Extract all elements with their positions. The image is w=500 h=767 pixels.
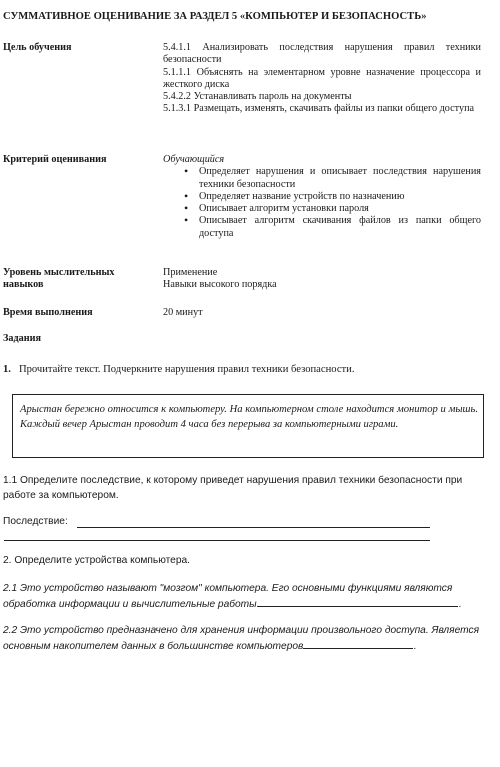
task-1-number: 1.	[3, 364, 11, 375]
criteria-list	[163, 166, 481, 240]
tasks-heading: Задания	[3, 333, 41, 344]
time-value: 20 минут	[163, 307, 203, 318]
objectives-list	[163, 42, 481, 116]
thinking-value: Навыки высокого порядка	[163, 279, 277, 291]
criteria-item: • Определяет нарушения и описывает последствия нарушения техники безопасности	[163, 166, 481, 191]
consequence-answer-line-1[interactable]	[77, 527, 430, 528]
objectives-label: Цель обучения	[3, 42, 72, 53]
story-box	[12, 394, 484, 458]
question-1-1: 1.1 Определите последствие, к которому приведет нарушения правил техники безопасности при работе за компьютером.	[3, 475, 463, 501]
time-label: Время выполнения	[3, 307, 93, 318]
criteria-block	[163, 154, 481, 240]
question-2-2: 2.2 Это устройство предназначено для хранения информации произвольного доступа. Является основным накопителем данных в большинстве компьютеров .	[3, 625, 480, 652]
criteria-item: • Определяет название устройств по назначению	[163, 191, 481, 203]
question-2-2-answer-line[interactable]	[303, 639, 413, 649]
objective-item: 5.4.2.2 Устанавливать пароль на документы	[163, 91, 352, 103]
objective-item: 5.4.1.1 Анализировать последствия нарушения правил техники безопасности	[163, 42, 481, 66]
criteria-intro: Обучающийся	[163, 154, 225, 165]
criteria-item: • Описывает алгоритм установки пароля	[163, 203, 481, 215]
page-title: СУММАТИВНОЕ ОЦЕНИВАНИЕ ЗА РАЗДЕЛ 5 «КОМПЬЮТЕР И БЕЗОПАСНОСТЬ»	[3, 11, 427, 22]
thinking-values	[163, 267, 481, 292]
objective-item: 5.1.1.1 Объяснять на элементарном уровне назначение процессора и жесткого диска	[163, 66, 481, 90]
question-2-1: 2.1 Это устройство называют "мозгом" компьютера. Его основными функциями являются обработка информации и вычислительные работы. .	[3, 583, 462, 610]
consequence-label: Последствие:	[3, 516, 68, 527]
question-2-2-text: 2.2 Это устройство предназначено для хранения информации произвольного доступа. Является основным накопителем данных в большинстве компьютеров	[3, 625, 480, 652]
task-1	[3, 364, 354, 375]
story-text: Арыстан бережно относится к компьютеру. На компьютерном столе находится монитор и мышь. Каждый вечер Арыстан проводит 4 часа без перерыва за компьютерными играми.	[20, 404, 478, 430]
thinking-label: Уровень мыслительных навыков	[3, 267, 115, 290]
question-2-1-answer-line[interactable]	[258, 597, 458, 607]
criteria-label: Критерий оценивания	[3, 154, 107, 165]
consequence-answer-line-2[interactable]	[4, 540, 430, 541]
question-2-1-text: 2.1 Это устройство называют "мозгом" компьютера. Его основными функциями являются обработка информации и вычислительные работы.	[3, 583, 453, 610]
thinking-value: Применение	[163, 267, 218, 278]
objective-item: 5.1.3.1 Размещать, изменять, скачивать файлы из папки общего доступа	[163, 103, 475, 115]
task-1-text: Прочитайте текст. Подчеркните нарушения правил техники безопасности.	[18, 364, 355, 375]
criteria-item: • Описывает алгоритм скачивания файлов из папки общего доступа	[163, 215, 481, 240]
question-2: 2. Определите устройства компьютера.	[3, 555, 191, 566]
